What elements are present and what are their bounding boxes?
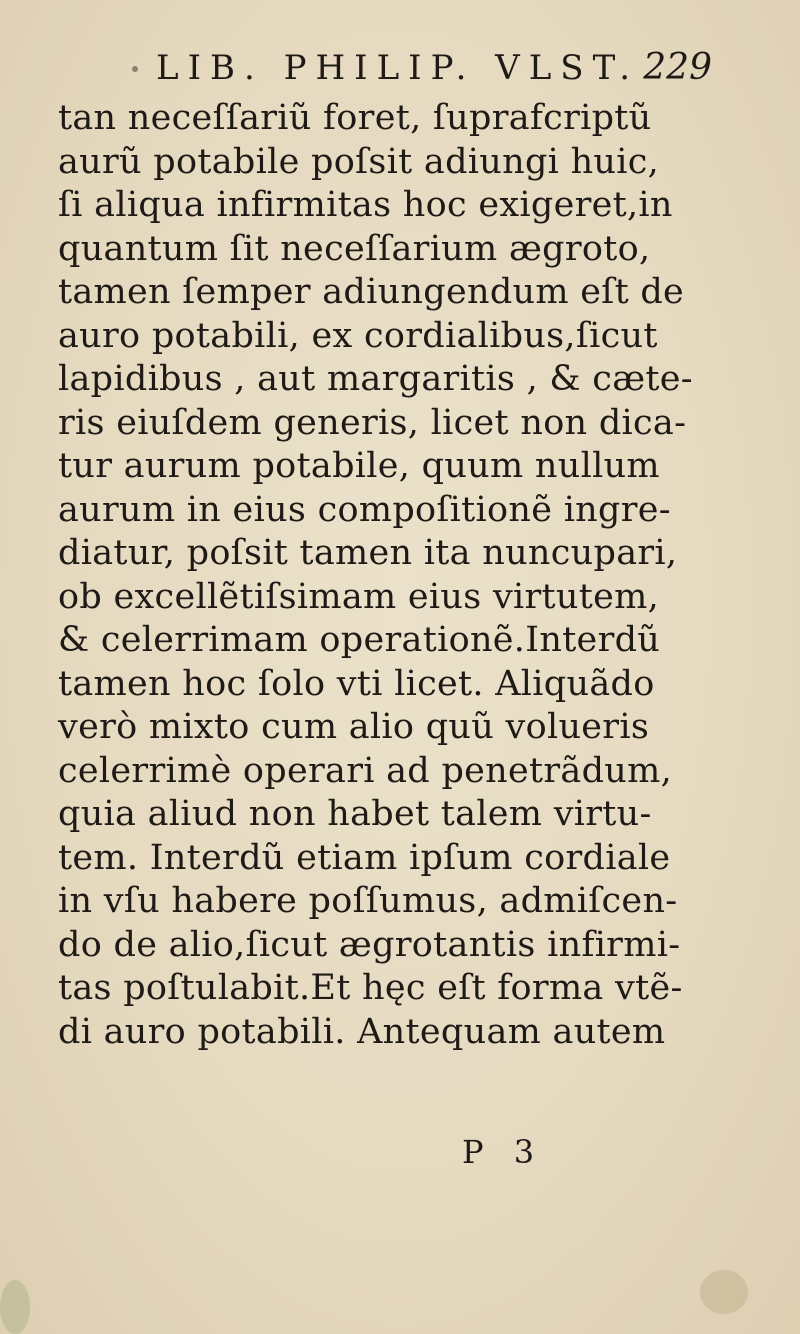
paper-stain (700, 1270, 748, 1314)
text-line: & celerrimam operationẽ.Interdũ (58, 620, 661, 660)
text-line: tamen ſemper adiungendum eſt de (58, 272, 685, 312)
text-line: ſi aliqua infirmitas hoc exigeret,in (58, 185, 673, 225)
text-line: tamen hoc ſolo vti licet. Aliquãdo (58, 663, 655, 704)
text-line: in vſu habere poſſumus, admiſcen- (58, 881, 678, 921)
text-line: diatur, poſsit tamen ita nuncupari, (58, 533, 678, 573)
text-line: quia aliud non habet talem virtu- (58, 794, 652, 834)
body-text (58, 97, 718, 1054)
signature-mark: P 3 (462, 1133, 545, 1171)
text-line: tem. Interdũ etiam ipſum cordiale (58, 837, 671, 878)
paper-stain (0, 1280, 30, 1334)
running-title: LIB. PHILIP. VLST. (156, 48, 640, 88)
text-line: do de alio,ſicut ægrotantis infirmi- (58, 924, 681, 965)
text-line: aurum in eius compoſitionẽ ingre- (58, 489, 671, 530)
text-line: tan neceſſariũ foret, ſuprafcriptũ (58, 98, 652, 138)
running-head (132, 44, 712, 88)
text-line: celerrimè operari ad penetrãdum, (58, 750, 673, 791)
text-line: lapidibus , aut margaritis , & cæte- (58, 359, 693, 399)
ornament-mark (132, 66, 138, 72)
text-line: tas poſtulabit.Et hęc eſt forma vtẽ- (58, 968, 683, 1008)
text-line: ob excellẽtiſsimam eius virtutem, (58, 576, 660, 617)
text-line: aurũ potabile poſsit adiungi huic, (58, 141, 660, 182)
page-number: 229 (643, 47, 712, 88)
text-line: auro potabili, ex cordialibus,ſicut (58, 315, 658, 356)
text-line: quantum ſit neceſſarium ægroto, (58, 228, 651, 269)
text-line: ris eiuſdem generis, licet non dica- (58, 402, 687, 443)
text-line: tur aurum potabile, quum nullum (58, 446, 660, 486)
text-line: verò mixto cum alio quũ volueris (58, 707, 650, 747)
text-line: di auro potabili. Antequam autem (58, 1011, 666, 1052)
